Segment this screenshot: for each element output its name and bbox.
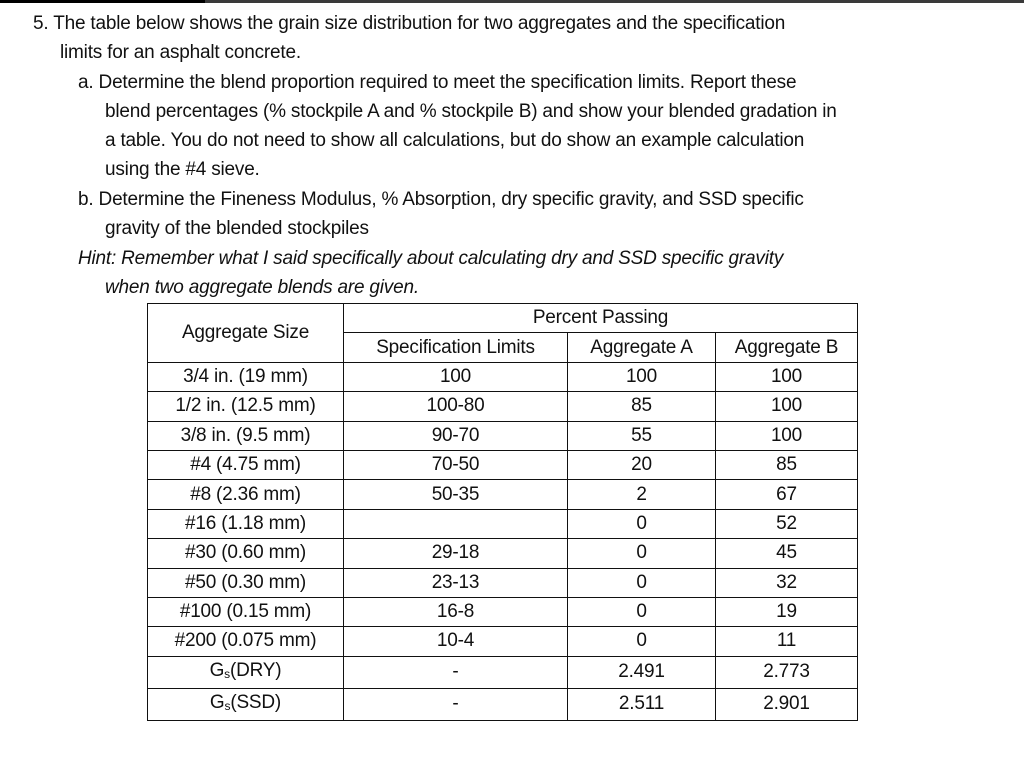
- table-row: [148, 480, 858, 509]
- header-aggregate-b: Aggregate B: [716, 333, 858, 362]
- cell-aggregate-a: 0: [568, 539, 716, 568]
- cell-aggregate-b: 2.901: [716, 688, 858, 720]
- cell-size: 1/2 in. (12.5 mm): [148, 392, 344, 421]
- cell-size: [148, 688, 344, 720]
- gs-base: G: [209, 691, 225, 713]
- cell-aggregate-b: 32: [716, 568, 858, 597]
- table-row: [148, 627, 858, 656]
- cell-size: #8 (2.36 mm): [148, 480, 344, 509]
- table-row: [148, 597, 858, 626]
- cell-aggregate-a: 0: [568, 509, 716, 538]
- table-row: [148, 509, 858, 538]
- table-row-specific-gravity: [148, 656, 858, 688]
- cell-size: [148, 656, 344, 688]
- cell-spec: 70-50: [344, 450, 568, 479]
- cell-spec: -: [344, 656, 568, 688]
- part-a-line-4: using the #4 sieve.: [105, 159, 260, 180]
- cell-size: #100 (0.15 mm): [148, 597, 344, 626]
- cell-spec: 100-80: [344, 392, 568, 421]
- header-aggregate-a: Aggregate A: [568, 333, 716, 362]
- table-row: [148, 568, 858, 597]
- cell-spec: 23-13: [344, 568, 568, 597]
- cell-aggregate-b: 100: [716, 362, 858, 391]
- cell-spec: [344, 509, 568, 538]
- gs-base: G: [209, 659, 225, 681]
- cell-spec: 100: [344, 362, 568, 391]
- cell-size: #30 (0.60 mm): [148, 539, 344, 568]
- part-a-text-1: Determine the blend proportion required to meet the specification limits. Report these: [98, 72, 797, 93]
- cell-aggregate-a: 0: [568, 627, 716, 656]
- cell-size: #16 (1.18 mm): [148, 509, 344, 538]
- cell-aggregate-b: 100: [716, 392, 858, 421]
- table-row: [148, 392, 858, 421]
- header-aggregate-size: Aggregate Size: [148, 304, 344, 363]
- part-b-line-1: [78, 185, 804, 214]
- hint-line-1: Hint: Remember what I said specifically about calculating dry and SSD specific gravity: [78, 248, 784, 269]
- cell-aggregate-a: 2.491: [568, 656, 716, 688]
- top-bar-segment: [0, 0, 205, 3]
- cell-aggregate-b: 85: [716, 450, 858, 479]
- cell-spec: 29-18: [344, 539, 568, 568]
- header-percent-passing: Percent Passing: [344, 304, 858, 333]
- cell-aggregate-b: 52: [716, 509, 858, 538]
- header-spec-limits: Specification Limits: [344, 333, 568, 362]
- gs-subscript: s: [224, 698, 231, 713]
- cell-aggregate-a: 55: [568, 421, 716, 450]
- part-a-line-1: [78, 68, 796, 97]
- cell-aggregate-b: 45: [716, 539, 858, 568]
- cell-spec: 90-70: [344, 421, 568, 450]
- cell-aggregate-a: 0: [568, 568, 716, 597]
- cell-aggregate-a: 20: [568, 450, 716, 479]
- question-number: 5.: [33, 13, 49, 34]
- cell-aggregate-a: 0: [568, 597, 716, 626]
- gradation-table: [147, 303, 858, 721]
- part-a-line-2: blend percentages (% stockpile A and % stockpile B) and show your blended gradation in: [105, 101, 837, 122]
- table-row: [148, 450, 858, 479]
- top-bar: [0, 0, 1024, 3]
- cell-size: #50 (0.30 mm): [148, 568, 344, 597]
- table-row: [148, 539, 858, 568]
- part-a-label: a.: [78, 72, 94, 93]
- cell-aggregate-b: 100: [716, 421, 858, 450]
- cell-aggregate-b: 2.773: [716, 656, 858, 688]
- cell-size: #4 (4.75 mm): [148, 450, 344, 479]
- question-line-2: limits for an asphalt concrete.: [60, 42, 301, 63]
- cell-aggregate-b: 11: [716, 627, 858, 656]
- cell-size: 3/8 in. (9.5 mm): [148, 421, 344, 450]
- gs-suffix: (DRY): [229, 659, 282, 681]
- table-row: [148, 362, 858, 391]
- question-intro-1: The table below shows the grain size distribution for two aggregates and the specification: [53, 13, 786, 34]
- cell-aggregate-b: 67: [716, 480, 858, 509]
- cell-size: #200 (0.075 mm): [148, 627, 344, 656]
- cell-aggregate-a: 100: [568, 362, 716, 391]
- cell-aggregate-b: 19: [716, 597, 858, 626]
- header-row-1: [148, 304, 858, 333]
- cell-aggregate-a: 85: [568, 392, 716, 421]
- cell-spec: 50-35: [344, 480, 568, 509]
- cell-aggregate-a: 2.511: [568, 688, 716, 720]
- cell-size: 3/4 in. (19 mm): [148, 362, 344, 391]
- part-b-label: b.: [78, 189, 94, 210]
- table-row-specific-gravity: [148, 688, 858, 720]
- cell-spec: -: [344, 688, 568, 720]
- part-b-line-2: gravity of the blended stockpiles: [105, 218, 369, 239]
- gs-subscript: s: [224, 666, 230, 681]
- part-b-text-1: Determine the Fineness Modulus, % Absorption, dry specific gravity, and SSD specific: [98, 189, 804, 210]
- cell-aggregate-a: 2: [568, 480, 716, 509]
- table-row: [148, 421, 858, 450]
- gs-suffix: (SSD): [230, 691, 282, 713]
- question-line-1: [33, 9, 785, 38]
- part-a-line-3: a table. You do not need to show all calculations, but do show an example calculation: [105, 130, 805, 151]
- cell-spec: 16-8: [344, 597, 568, 626]
- hint-line-2: when two aggregate blends are given.: [105, 277, 419, 298]
- cell-spec: 10-4: [344, 627, 568, 656]
